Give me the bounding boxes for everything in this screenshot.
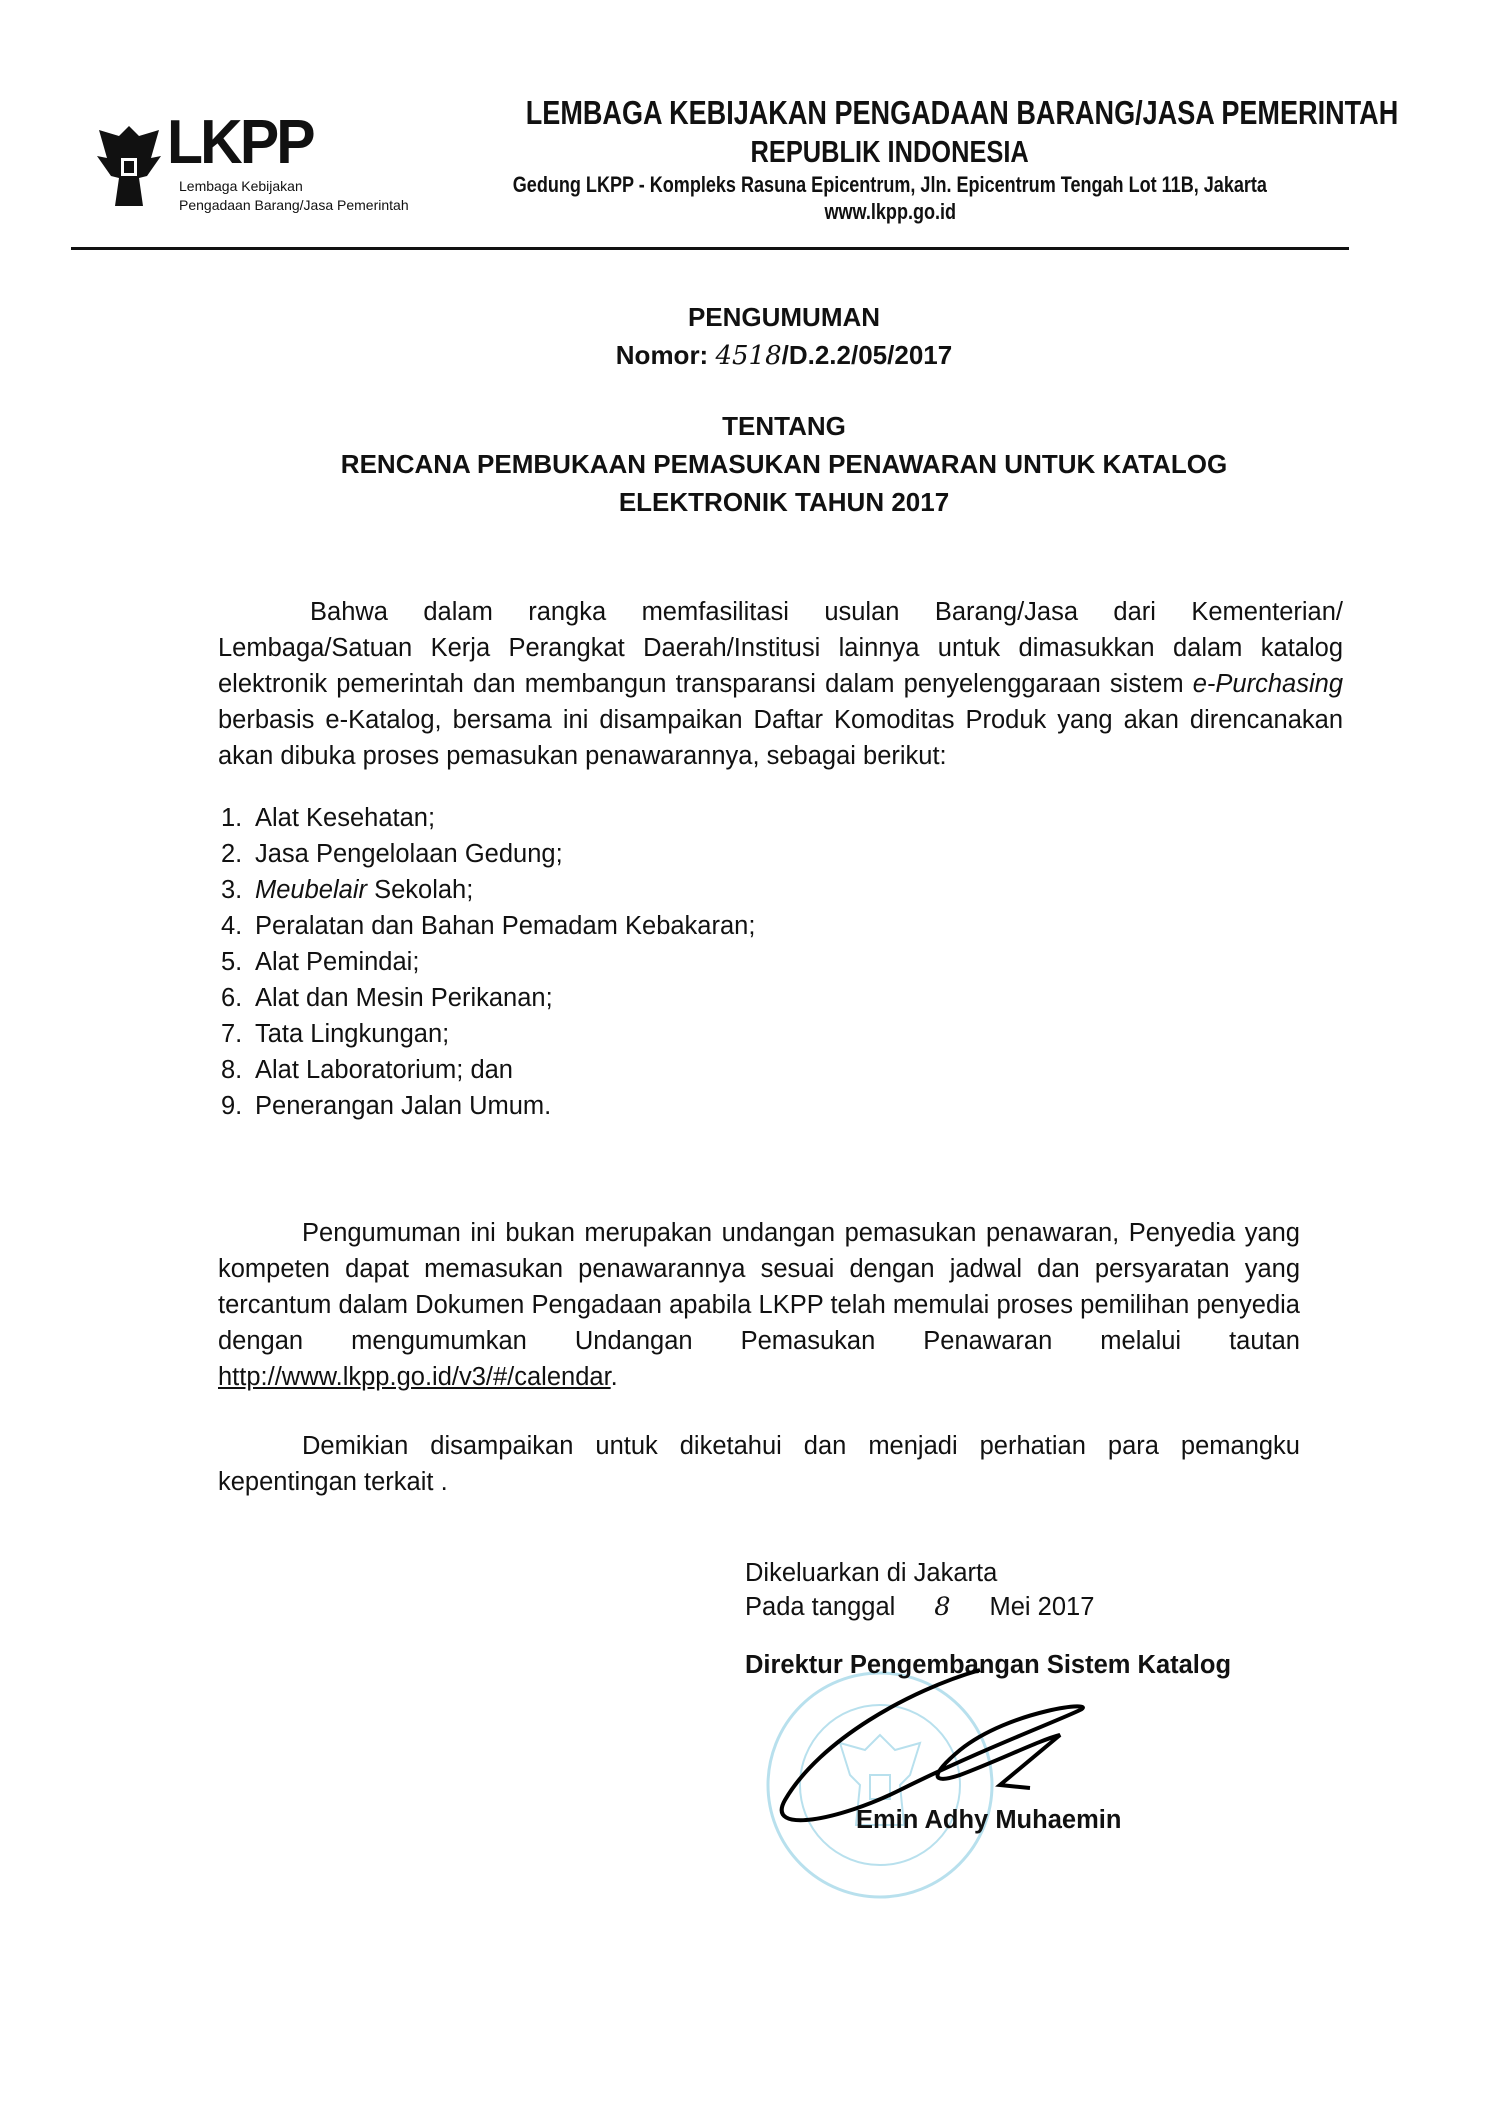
- garuda-emblem-icon: [89, 118, 169, 210]
- document-number: [0, 340, 1500, 371]
- subject-line-2: ELEKTRONIK TAHUN 2017: [618, 487, 950, 517]
- list-item: 2. Jasa Pengelolaan Gedung;: [221, 840, 563, 868]
- number-handwritten: 4518: [715, 341, 782, 371]
- commodity-list: [221, 800, 755, 1124]
- website: www.lkpp.go.id: [824, 199, 956, 224]
- heading: PENGUMUMAN: [687, 302, 881, 332]
- list-item: 3. Meubelair Sekolah;: [221, 876, 474, 904]
- logo-subtitle-1: Lembaga Kebijakan: [179, 178, 303, 194]
- date-label: Pada tanggal: [745, 1593, 896, 1621]
- letterhead-divider: [71, 247, 1349, 250]
- list-item: 1. Alat Kesehatan;: [221, 804, 436, 832]
- list-item: 9. Penerangan Jalan Umum.: [221, 1092, 552, 1120]
- issued-at: Dikeluarkan di Jakarta: [745, 1559, 998, 1587]
- org-name: LEMBAGA KEBIJAKAN PENGADAAN BARANG/JASA PEMERINTAH: [525, 94, 1399, 131]
- subject-line-1: RENCANA PEMBUKAAN PEMASUKAN PENAWARAN UNTUK KATALOG: [340, 449, 1228, 479]
- calendar-link[interactable]: http://www.lkpp.go.id/v3/#/calendar: [218, 1363, 611, 1391]
- logo-text: LKPP: [167, 108, 313, 177]
- address: Gedung LKPP - Kompleks Rasuna Epicentrum, Jln. Epicentrum Tengah Lot 11B, Jakarta: [512, 172, 1268, 197]
- list-item: 4. Peralatan dan Bahan Pemadam Kebakaran;: [221, 912, 756, 940]
- signer-position: Direktur Pengembangan Sistem Katalog: [745, 1651, 1232, 1679]
- para1-text-b: berbasis e-Katalog, bersama ini disampaikan Daftar Komoditas Produk yang akan direncanakan akan dibuka proses pemasukan penawarannya, sebagai berikut:: [218, 706, 1343, 770]
- number-suffix: /D.2.2/05/2017: [781, 340, 953, 370]
- para2-end: .: [610, 1363, 618, 1391]
- date-day: 8: [934, 1592, 951, 1622]
- paragraph-notice: [218, 1215, 1300, 1395]
- list-item: 6. Alat dan Mesin Perikanan;: [221, 984, 553, 1012]
- country: REPUBLIK INDONESIA: [750, 134, 1030, 169]
- para2-text: Pengumuman ini bukan merupakan undangan pemasukan penawaran, Penyedia yang kompeten dapat memasukan penawarannya sesuai dengan jadwal dan persyaratan yang tercantum dalam Dokumen Pengadaan apabila LKPP telah memulai proses pemilihan penyedia dengan mengumumkan Undangan Pemasukan Penawaran melalui tautan: [218, 1219, 1300, 1355]
- list-item: 5. Alat Pemindai;: [221, 948, 420, 976]
- signer-name: Emin Adhy Muhaemin: [856, 1806, 1122, 1834]
- logo-subtitle-2: Pengadaan Barang/Jasa Pemerintah: [179, 197, 409, 213]
- paragraph-closing: [218, 1428, 1300, 1500]
- issue-date: [745, 1592, 1094, 1622]
- para1-text-a: Bahwa dalam rangka memfasilitasi usulan Barang/Jasa dari Kementerian/ Lembaga/Satuan Kerja Perangkat Daerah/Institusi lainnya untuk dimasukkan dalam katalog elektronik pemerintah dan membangun transparansi dalam penyelenggaraan sistem: [218, 598, 1343, 698]
- list-item: 8. Alat Laboratorium; dan: [221, 1056, 513, 1084]
- date-rest: Mei 2017: [989, 1593, 1095, 1621]
- paragraph-intro: [218, 594, 1343, 774]
- list-item: 7. Tata Lingkungan;: [221, 1020, 450, 1048]
- para3-text: Demikian disampaikan untuk diketahui dan menjadi perhatian para pemangku kepentingan terkait .: [218, 1432, 1300, 1496]
- about-label: TENTANG: [722, 411, 846, 441]
- number-label: Nomor:: [615, 340, 709, 370]
- lkpp-logo: [89, 108, 434, 217]
- para1-italic: e-Purchasing: [1192, 670, 1343, 698]
